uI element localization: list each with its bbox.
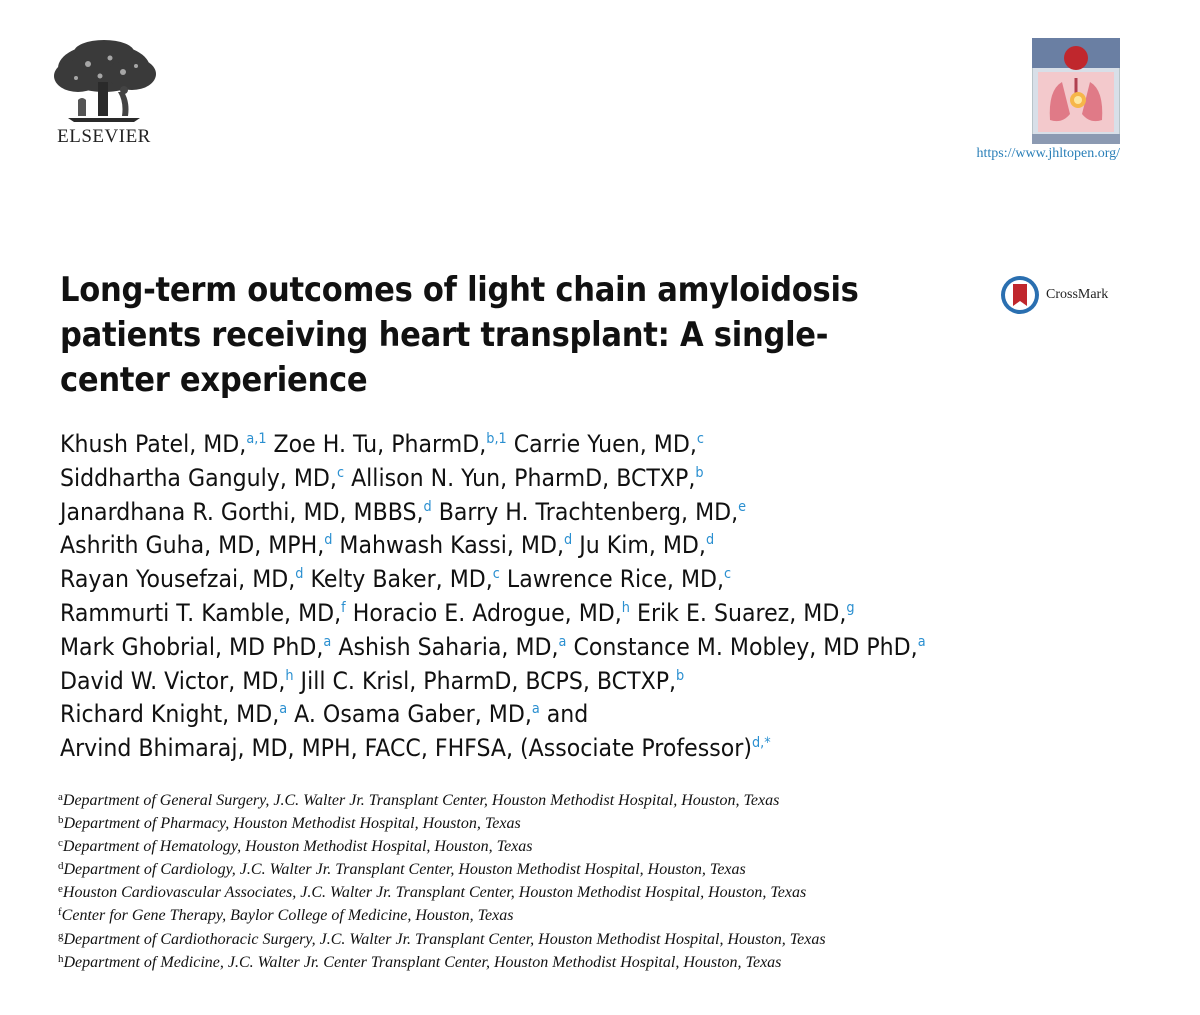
- affiliation-item: [58, 881, 1158, 904]
- author-list: [60, 428, 980, 766]
- affiliation-text: Department of Cardiothoracic Surgery, J.C. Walter Jr. Transplant Center, Houston Methodist Hospital, Houston, Texas: [63, 930, 826, 948]
- elsevier-tree-icon: [48, 38, 160, 124]
- author-name: Lawrence Rice, MD,: [506, 565, 725, 594]
- affiliation-item: [58, 789, 1158, 812]
- author-affiliation-marker[interactable]: h: [285, 667, 294, 684]
- author-line: [60, 462, 980, 496]
- article-title: Long-term outcomes of light chain amyloidosis patients receiving heart transplant: A single-center experience: [60, 270, 859, 400]
- author-name: Janardhana R. Gorthi, MD, MBBS,: [60, 497, 424, 526]
- journal-url-link[interactable]: https://www.jhltopen.org/: [976, 146, 1120, 161]
- author-name: David W. Victor, MD,: [60, 666, 286, 695]
- elsevier-logo: [48, 38, 160, 150]
- affiliation-text: Center for Gene Therapy, Baylor College of Medicine, Houston, Texas: [61, 907, 514, 925]
- author-line: [60, 496, 980, 530]
- author-name: Ashrith Guha, MD, MPH,: [60, 531, 325, 560]
- author-line: [60, 428, 980, 462]
- author-name: A. Osama Gaber, MD,: [294, 700, 532, 729]
- author-affiliation-marker[interactable]: e: [738, 498, 747, 515]
- crossmark-button[interactable]: [1000, 274, 1124, 316]
- author-affiliation-marker[interactable]: d: [563, 532, 573, 549]
- crossmark-icon: [1000, 275, 1040, 315]
- affiliation-key: e: [58, 883, 63, 896]
- author-affiliation-marker[interactable]: a: [558, 633, 567, 650]
- author-affiliation-marker[interactable]: a: [531, 701, 540, 718]
- author-line: [60, 732, 980, 766]
- affiliation-text: Department of Cardiology, J.C. Walter Jr. Transplant Center, Houston Methodist Hospital, Houston, Texas: [63, 861, 746, 879]
- affiliation-text: Houston Cardiovascular Associates, J.C. Walter Jr. Transplant Center, Houston Methodist Hospital, Houston, Texas: [62, 884, 807, 902]
- author-affiliation-marker[interactable]: d: [705, 532, 715, 549]
- author-affiliation-marker[interactable]: c: [724, 566, 732, 583]
- author-line: [60, 631, 980, 665]
- author-line: [60, 597, 980, 631]
- author-name: Constance M. Mobley, MD PhD,: [573, 632, 918, 661]
- author-name: Mahwash Kassi, MD,: [339, 531, 564, 560]
- author-affiliation-marker[interactable]: h: [621, 599, 630, 616]
- affiliation-item: [58, 951, 1158, 974]
- author-affiliation-marker[interactable]: f: [341, 599, 346, 616]
- author-name: and: [546, 700, 589, 729]
- affiliation-key: c: [58, 837, 63, 850]
- affiliation-key: a: [58, 791, 63, 803]
- author-name: Siddhartha Ganguly, MD,: [60, 463, 337, 492]
- author-affiliation-marker[interactable]: c: [492, 566, 500, 583]
- affiliation-text: Department of Medicine, J.C. Walter Jr. Center Transplant Center, Houston Methodist Hospital, Houston, Texas: [63, 953, 782, 971]
- author-name: Zoe H. Tu, PharmD,: [273, 430, 487, 458]
- affiliation-key: g: [58, 929, 64, 942]
- author-name: Richard Knight, MD,: [60, 700, 280, 729]
- journal-cover-image: [1032, 38, 1120, 144]
- author-affiliation-marker[interactable]: d,*: [751, 735, 771, 752]
- affiliation-key: h: [58, 952, 64, 965]
- author-name: Ashish Saharia, MD,: [338, 632, 559, 661]
- author-name: Khush Patel, MD,: [60, 430, 247, 458]
- author-name: Mark Ghobrial, MD PhD,: [60, 632, 324, 661]
- affiliation-item: [58, 812, 1158, 835]
- author-affiliation-marker[interactable]: a,1: [246, 431, 267, 447]
- author-name: Jill C. Krisl, PharmD, BCPS, BCTXP,: [300, 666, 677, 695]
- affiliation-text: Department of General Surgery, J.C. Walter Jr. Transplant Center, Houston Methodist Hospital, Houston, Texas: [62, 792, 780, 809]
- author-name: Horacio E. Adrogue, MD,: [352, 598, 622, 627]
- author-affiliation-marker[interactable]: d: [324, 532, 333, 549]
- author-name: Allison N. Yun, PharmD, BCTXP,: [351, 463, 696, 492]
- author-name: Carrie Yuen, MD,: [513, 430, 697, 458]
- affiliation-list: [58, 789, 1158, 974]
- affiliation-item: [58, 904, 1158, 927]
- affiliation-text: Department of Pharmacy, Houston Methodist Hospital, Houston, Texas: [63, 815, 521, 833]
- journal-cover[interactable]: [1032, 38, 1120, 144]
- author-line: [60, 563, 980, 597]
- author-line: [60, 529, 980, 563]
- author-name: Arvind Bhimaraj, MD, MPH, FACC, FHFSA, (Associate Professor): [60, 734, 752, 763]
- affiliation-item: [58, 928, 1158, 951]
- author-affiliation-marker[interactable]: b,1: [486, 431, 507, 447]
- author-affiliation-marker[interactable]: b: [676, 667, 685, 684]
- affiliation-key: b: [58, 814, 64, 827]
- crossmark-label: CrossMark: [1046, 287, 1109, 302]
- affiliation-key: f: [58, 906, 62, 919]
- author-name: Erik E. Suarez, MD,: [636, 598, 847, 627]
- author-affiliation-marker[interactable]: a: [917, 633, 926, 650]
- author-affiliation-marker[interactable]: d: [295, 566, 304, 583]
- affiliation-item: [58, 835, 1158, 858]
- author-affiliation-marker[interactable]: c: [696, 431, 704, 447]
- author-affiliation-marker[interactable]: a: [279, 701, 288, 718]
- author-affiliation-marker[interactable]: g: [846, 599, 855, 616]
- author-affiliation-marker[interactable]: a: [323, 633, 332, 650]
- affiliation-item: [58, 858, 1158, 881]
- author-affiliation-marker[interactable]: c: [336, 464, 345, 481]
- author-name: Barry H. Trachtenberg, MD,: [438, 497, 739, 526]
- author-line: [60, 698, 980, 732]
- affiliation-text: Department of Hematology, Houston Methodist Hospital, Houston, Texas: [62, 838, 533, 856]
- author-line: [60, 665, 980, 699]
- affiliation-key: d: [58, 860, 64, 873]
- elsevier-wordmark: ELSEVIER: [57, 126, 151, 147]
- author-name: Rayan Yousefzai, MD,: [60, 565, 296, 594]
- author-name: Ju Kim, MD,: [579, 531, 706, 560]
- author-name: Rammurti T. Kamble, MD,: [60, 598, 342, 627]
- author-affiliation-marker[interactable]: b: [695, 464, 704, 481]
- author-affiliation-marker[interactable]: d: [423, 498, 432, 515]
- author-name: Kelty Baker, MD,: [310, 565, 493, 594]
